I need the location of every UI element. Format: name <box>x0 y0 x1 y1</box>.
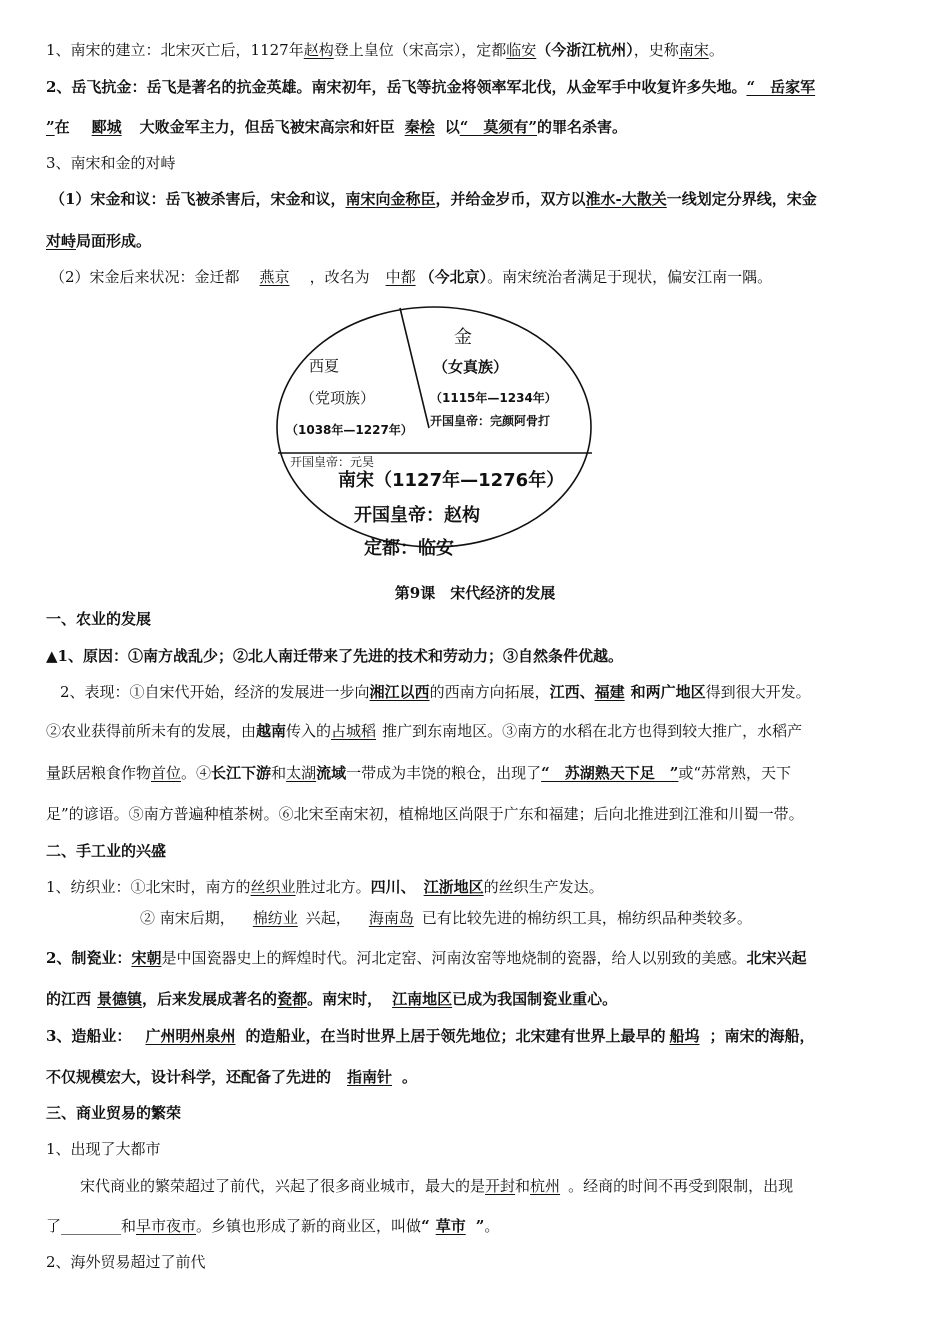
paragraph-cities-line2 <box>46 1216 910 1236</box>
text: 登上皇位（宋高宗），定都 <box>333 41 507 59</box>
text: 得到很大开发。 <box>705 683 811 701</box>
blank-answer: 首位 <box>151 764 182 782</box>
text: 流域 <box>316 764 347 782</box>
text: ，改名为 <box>309 268 370 286</box>
text: 。 <box>484 1217 500 1235</box>
text: 。 <box>708 41 724 59</box>
text: 的江西 <box>46 990 92 1008</box>
label-xixia: 西夏 <box>309 357 340 375</box>
paragraph-song-jin-peace-line2 <box>46 231 910 251</box>
blank-answer: 海南岛 <box>368 909 414 927</box>
label-xixia-people: （党项族） <box>300 389 376 407</box>
blank-answer: 棉纺业 <box>252 909 298 927</box>
text: 了 <box>46 1217 62 1235</box>
blank-answer: 杭州 <box>530 1177 561 1195</box>
paragraph-agriculture-line2 <box>46 721 910 741</box>
blank-answer: 临安 <box>506 41 537 59</box>
text: 的罪名杀害。 <box>536 118 627 136</box>
text: 2、表现：①自宋代开始，经济的发展进一步向 <box>60 683 370 701</box>
text: （1）宋金和议：岳飞被杀害后，宋金和议， <box>50 190 346 208</box>
text: 的西南方向拓展， <box>429 683 550 701</box>
paragraph-song-jin-title <box>46 153 910 173</box>
text: 越南 <box>256 722 287 740</box>
text: 或“苏常熟，天下 <box>678 764 792 782</box>
paragraph-overseas-trade-title: 2、海外贸易超过了前代 <box>46 1253 206 1271</box>
label-xixia-founder: 开国皇帝：元昊 <box>290 455 375 469</box>
paragraph-yuefei-line1 <box>46 77 910 97</box>
blank-answer: 对峙 <box>46 232 77 250</box>
blank-answer: “ 莫须有” <box>459 118 537 136</box>
text: 。南宋时， <box>307 990 383 1008</box>
label-nansong-capital: 定都：临安 <box>364 538 454 559</box>
blank-answer: “ 苏湖熟天下足 ” <box>541 764 679 782</box>
text: “ <box>421 1217 430 1235</box>
text: 宋代商业的繁荣超过了前代，兴起了很多商业城市，最大的是 <box>80 1177 486 1195</box>
text: （今浙江杭州） <box>536 41 634 59</box>
paragraph-agriculture-reasons: ▲1、原因：①南方战乱少；②北人南迁带来了先进的技术和劳动力；③自然条件优越。 <box>46 647 623 665</box>
text: 。④ <box>181 764 212 782</box>
text: 。乡镇也形成了新的商业区，叫做 <box>196 1217 422 1235</box>
blank-answer: 江浙地区 <box>423 878 484 896</box>
text: ，后来发展成著名的 <box>142 990 278 1008</box>
text: 大败金军主力，但岳飞被宋高宗和奸臣 <box>139 118 395 136</box>
blank-answer: 江南地区 <box>392 990 453 1008</box>
text: ，并给金岁币，双方以 <box>435 190 586 208</box>
text: 。 <box>602 990 618 1008</box>
paragraph-agriculture-line4: 足”的谚语。⑤南方普遍种植茶树。⑥北宋至南宋初，植棉地区尚限于广东和福建；后向北推进到江淮和川蜀一带。 <box>46 805 804 823</box>
blank-answer: 广州明州泉州 <box>145 1027 236 1045</box>
text: 长江下游 <box>211 764 272 782</box>
label-jin: 金 <box>454 327 472 348</box>
blank-answer: 占城稻 <box>331 722 377 740</box>
section-heading-handicraft: 二、手工业的兴盛 <box>46 842 167 860</box>
blank-answer: 郾城 <box>91 118 122 136</box>
text: （今北京） <box>419 268 488 286</box>
paragraph-cities-title: 1、出现了大都市 <box>46 1140 161 1158</box>
text: （2）宋金后来状况：金迁都 <box>50 268 240 286</box>
blank-answer: 福建 <box>594 683 625 701</box>
text: 已成为我国制瓷业重心 <box>452 990 603 1008</box>
text: ” <box>475 1217 485 1235</box>
regime-diagram <box>272 303 602 559</box>
blank-answer: 船坞 <box>669 1027 700 1045</box>
blank-answer: 太湖 <box>286 764 317 782</box>
lesson-title: 第9课 宋代经济的发展 <box>394 584 556 602</box>
text: 一线划定分界线，宋金 <box>666 190 817 208</box>
text: 和两广地区 <box>630 683 706 701</box>
blank-answer: 赵构 <box>303 41 334 59</box>
blank-empty: ________ <box>61 1217 122 1235</box>
label-jin-people: （女真族） <box>433 358 509 376</box>
text: 和 <box>271 764 287 782</box>
blank-answer: 宋朝 <box>131 949 162 967</box>
paragraph-textile-line2 <box>140 908 910 928</box>
text: 是中国瓷器史上的辉煌时代。河北定窑、河南汝窑等地烧制的瓷器，给人以别致的美感。 <box>161 949 747 967</box>
text: 推广到东南地区。③南方的水稻在北方也得到较大推广，水稻产 <box>382 722 803 740</box>
text: 以 <box>444 118 460 136</box>
text: 不仅规模宏大，设计科学，还配备了先进的 <box>46 1068 332 1086</box>
section-heading-commerce: 三、商业贸易的繁荣 <box>46 1104 182 1122</box>
text: 北宋兴起 <box>746 949 807 967</box>
blank-answer: 指南针 <box>347 1068 393 1086</box>
blank-answer: 南宋 <box>678 41 709 59</box>
text: 已有比较先进的棉纺织工具，棉纺织品种类较多。 <box>421 909 752 927</box>
paragraph-shipbuilding-line2 <box>46 1067 910 1087</box>
text: ②农业获得前所未有的发展，由 <box>46 722 257 740</box>
label-jin-years: （1115年—1234年） <box>430 391 557 405</box>
text: 的造船业，在当时世界上居于领先地位；北宋建有世界上最早的 <box>245 1027 666 1045</box>
blank-answer: “ 岳家军 <box>746 78 816 96</box>
paragraph-textile-line1 <box>46 877 910 897</box>
text: 1、纺织业：①北宋时，南方的 <box>46 878 251 896</box>
section-heading-agriculture: 一、农业的发展 <box>46 610 152 628</box>
text: 1、南宋的建立：北宋灭亡后，1127年 <box>46 41 304 59</box>
blank-answer: 丝织业 <box>250 878 296 896</box>
text: 传入的 <box>286 722 332 740</box>
text: 。南宋统治者满足于现状，偏安江南一隅。 <box>487 268 773 286</box>
text: 在 <box>54 118 70 136</box>
text: 一带成为丰饶的粮仓，出现了 <box>346 764 542 782</box>
label-jin-founder: 开国皇帝：完颜阿骨打 <box>430 414 551 428</box>
blank-answer: 湘江以西 <box>369 683 430 701</box>
blank-answer: 南宋向金称臣 <box>345 190 436 208</box>
paragraph-southern-song-founding <box>46 40 910 60</box>
text: ② 南宋后期， <box>140 909 235 927</box>
text: 兴起， <box>305 909 351 927</box>
text: ，史称 <box>633 41 679 59</box>
paragraph-yuefei-line2 <box>46 117 910 137</box>
text: 量跃居粮食作物 <box>46 764 152 782</box>
text: 和 <box>121 1217 137 1235</box>
blank-answer: 中都 <box>385 268 416 286</box>
blank-answer: 开封 <box>485 1177 516 1195</box>
label-nansong: 南宋（1127年—1276年） <box>338 470 565 491</box>
blank-answer: 淮水-大散关 <box>585 190 667 208</box>
text: 2、岳飞抗金：岳飞是著名的抗金英雄。南宋初年，岳飞等抗金将领率军北伐，从金军手中收复许多失地。 <box>46 78 747 96</box>
label-nansong-founder: 开国皇帝：赵构 <box>354 505 480 526</box>
blank-answer: 燕京 <box>259 268 290 286</box>
label-xixia-years: （1038年—1227年） <box>286 423 413 437</box>
blank-answer: 草市 <box>435 1217 466 1235</box>
paragraph-shipbuilding-line1 <box>46 1026 910 1046</box>
text: 3、南宋和金的对峙 <box>46 154 176 172</box>
paragraph-agriculture-line1 <box>60 682 910 702</box>
text: 2、制瓷业： <box>46 949 132 967</box>
text: 四川、 <box>370 878 416 896</box>
blank-answer: 早市夜市 <box>136 1217 197 1235</box>
blank-answer: ” <box>46 118 55 136</box>
paragraph-cities-line1 <box>80 1176 910 1196</box>
text: 的丝织生产发达。 <box>483 878 604 896</box>
paragraph-porcelain-line2 <box>46 989 910 1009</box>
text: 和 <box>515 1177 531 1195</box>
text: 。经商的时间不再受到限制，出现 <box>568 1177 794 1195</box>
diagram-divider-west <box>400 308 429 428</box>
paragraph-agriculture-line3 <box>46 763 910 783</box>
text: 胜过北方。 <box>295 878 371 896</box>
paragraph-song-jin-later <box>50 267 910 287</box>
text: ；南宋的海船， <box>709 1027 815 1045</box>
text: 。 <box>402 1068 418 1086</box>
text: 局面形成。 <box>76 232 152 250</box>
blank-answer: 景德镇 <box>97 990 143 1008</box>
blank-answer: 秦桧 <box>404 118 435 136</box>
paragraph-song-jin-peace-line1 <box>50 189 910 209</box>
text: 江西、 <box>549 683 595 701</box>
text: 3、造船业： <box>46 1027 132 1045</box>
paragraph-porcelain-line1 <box>46 948 910 968</box>
blank-answer: 瓷都 <box>277 990 308 1008</box>
